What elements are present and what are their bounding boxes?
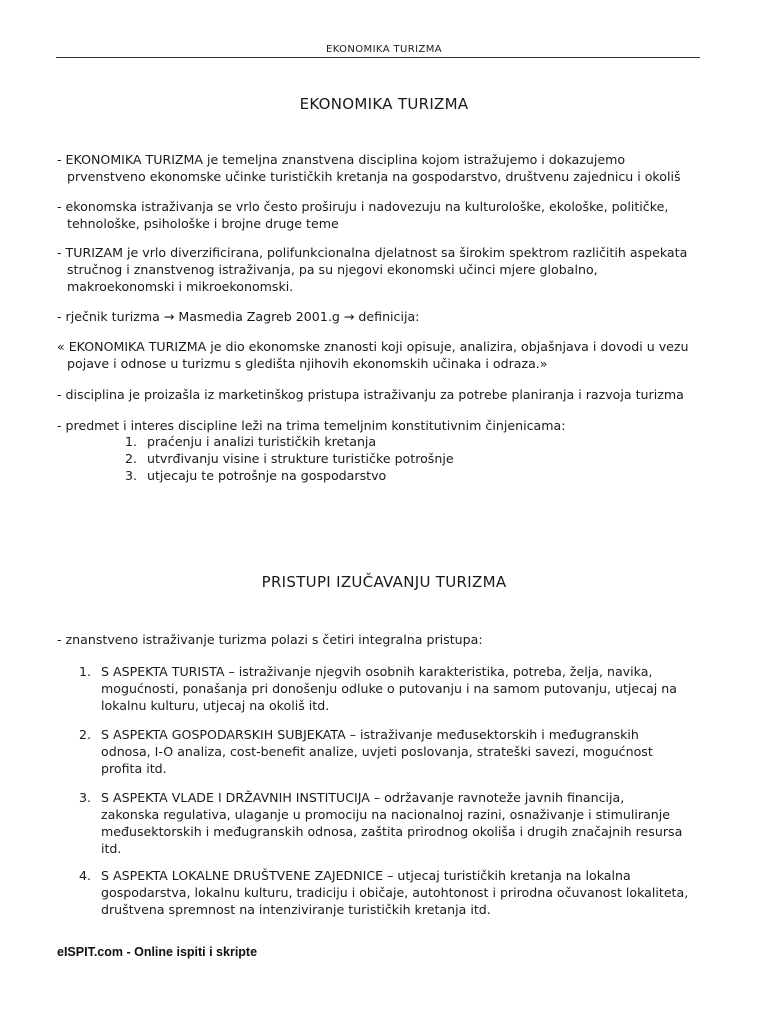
text-line: međusektorskih i međugranskih odnosa, zaštita prirodnog okoliša i drugih značajnih resursa: [101, 824, 683, 839]
text-line: - EKONOMIKA TURIZMA je temeljna znanstvena disciplina kojom istražujemo i dokazujemo: [57, 152, 626, 167]
footer-branding: eISPIT.com - Online ispiti i skripte: [57, 945, 258, 959]
text-line: profita itd.: [101, 761, 167, 776]
paragraph-subject: [57, 417, 717, 434]
page-title: EKONOMIKA TURIZMA: [299, 95, 469, 113]
text-line: prvenstveno ekonomske učinke turističkih kretanja na gospodarstvo, društvenu zajednicu i okoliš: [67, 169, 681, 184]
paragraph-research: [57, 198, 717, 232]
paragraph-discipline: [57, 386, 717, 403]
text-line: « EKONOMIKA TURIZMA je dio ekonomske znanosti koji opisuje, analizira, objašnjava i dovodi u vezu: [57, 339, 689, 354]
item-number: 4.: [79, 868, 92, 883]
text-line: S ASPEKTA TURISTA – istraživanje njegvih osobnih karakteristika, potreba, želja, navika,: [101, 664, 653, 679]
text-line: zakonska regulativa, ulaganje u promociju na nacionalnoj razini, osnaživanje i stimuliranje: [101, 807, 671, 822]
paragraph-dictionary: [57, 308, 717, 325]
running-header: EKONOMIKA TURIZMA: [326, 44, 442, 55]
text-line: - TURIZAM je vrlo diverzificirana, polifunkcionalna djelatnost sa širokim spektrom različitih aspekata: [57, 245, 688, 260]
text-line: tehnološke, psihološke i brojne druge teme: [67, 216, 339, 231]
text-line: lokalnu kulturu, utjecaj na okoliš itd.: [101, 698, 330, 713]
paragraph-tourism: [57, 244, 717, 295]
text-line: makroekonomski i mikroekonomski.: [67, 279, 294, 294]
text-line: društvena spremnost na intenziviranje turističkih kretanja itd.: [101, 902, 491, 917]
numbered-sublist: [125, 433, 454, 484]
text-line: S ASPEKTA LOKALNE DRUŠTVENE ZAJEDNICE – utjecaj turističkih kretanja na lokalna: [101, 868, 631, 883]
text-line: stručnog i znanstvenog istraživanja, pa su njegovi ekonomski učinci mjere globalno,: [67, 262, 598, 277]
header-rule: [56, 57, 700, 58]
item-number: 1.: [79, 664, 92, 679]
section-title: PRISTUPI IZUČAVANJU TURIZMA: [261, 573, 507, 591]
text-line: S ASPEKTA GOSPODARSKIH SUBJEKATA – istraživanje međusektorskih i međugranskih: [101, 727, 639, 742]
text-line: itd.: [101, 841, 122, 856]
paragraph-quote: [57, 338, 717, 372]
text-line: - disciplina je proizašla iz marketinškog pristupa istraživanju za potrebe planiranja i razvoja turizma: [57, 387, 684, 402]
paragraph-intro: [57, 631, 717, 648]
text-line: - predmet i interes discipline leži na trima temeljnim konstitutivnim činjenicama:: [57, 418, 566, 433]
item-number: 2.: [79, 727, 92, 742]
text-line: odnosa, I-O analiza, cost-benefit analize, uvjeti poslovanja, strateški savezi, mogućnost: [101, 744, 653, 759]
list-item: 2. utvrđivanju visine i strukture turističke potrošnje: [125, 451, 454, 466]
text-line: mogućnosti, ponašanja pri donošenju odluke o putovanju i na samom putovanju, utjecaj na: [101, 681, 678, 696]
text-line: gospodarstva, lokalnu kulturu, tradiciju i običaje, autohtonost i prirodna očuvanost lokaliteta,: [101, 885, 689, 900]
text-line: pojave i odnose u turizmu s gledišta njihovih ekonomskih učinaka i odraza.»: [67, 356, 548, 371]
list-item: 3. utjecaju te potrošnje na gospodarstvo: [125, 468, 387, 483]
text-line: - rječnik turizma → Masmedia Zagreb 2001.g → definicija:: [57, 309, 420, 324]
text-line: - ekonomska istraživanja se vrlo često proširuju i nadovezuju na kulturološke, ekološke, političke,: [57, 199, 669, 214]
text-line: S ASPEKTA VLADE I DRŽAVNIH INSTITUCIJA – održavanje ravnoteže javnih financija,: [101, 790, 625, 805]
text-line: - znanstveno istraživanje turizma polazi s četiri integralna pristupa:: [57, 632, 483, 647]
paragraph-definition: [57, 151, 717, 185]
item-number: 3.: [79, 790, 92, 805]
list-item: 1. praćenju i analizi turističkih kretanja: [125, 434, 377, 449]
